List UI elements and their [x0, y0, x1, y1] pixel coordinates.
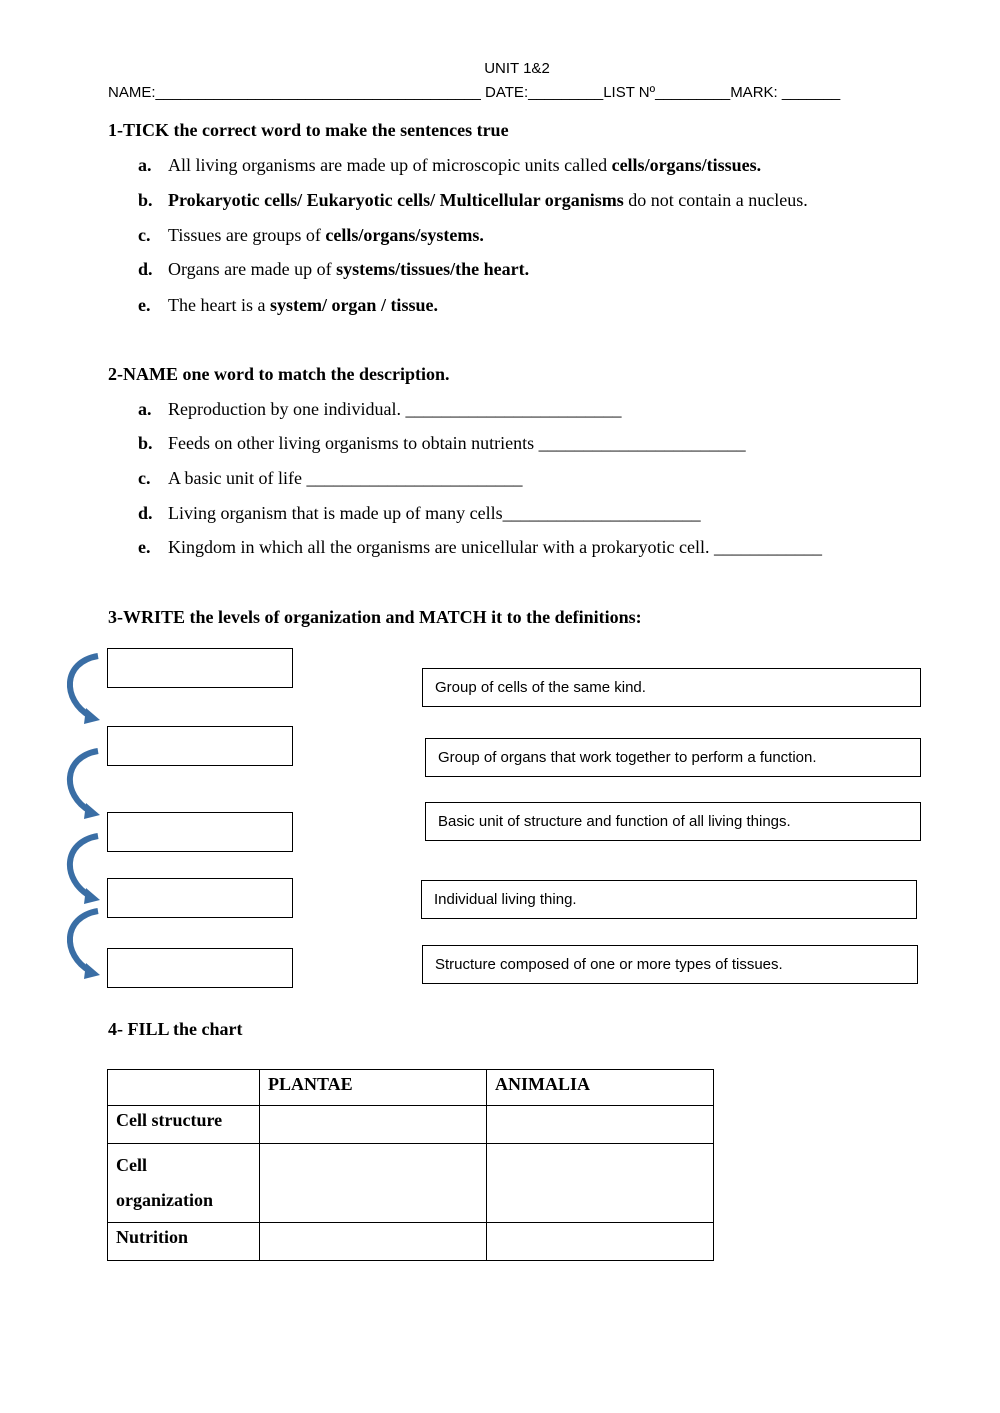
- q1-item-a: [138, 155, 761, 176]
- level-answer-box-3[interactable]: [107, 812, 293, 852]
- name-label: NAME:: [108, 84, 156, 101]
- q1-item-b: [138, 190, 808, 211]
- definition-box-4[interactable]: Individual living thing.: [421, 880, 917, 919]
- chart-cell-animalia[interactable]: [487, 1106, 714, 1144]
- worksheet-title: UNIT 1&2: [484, 60, 550, 77]
- date-label: DATE:: [485, 84, 529, 101]
- q1-item-e: [138, 295, 438, 316]
- level-answer-box-1[interactable]: [107, 648, 293, 688]
- chart-row-label: [108, 1144, 260, 1223]
- curved-arrow-icon: [60, 830, 110, 910]
- chart-cell-plantae[interactable]: [260, 1144, 487, 1223]
- header-fields: [108, 84, 840, 101]
- q1-letter: c.: [138, 225, 151, 245]
- chart-cell-plantae[interactable]: [260, 1106, 487, 1144]
- level-answer-box-5[interactable]: [107, 948, 293, 988]
- q1-item-d: [138, 259, 529, 280]
- q1-options[interactable]: systems/tissues/the heart.: [336, 259, 530, 279]
- level-answer-box-2[interactable]: [107, 726, 293, 766]
- name-blank[interactable]: _______________________________________: [155, 84, 481, 101]
- q2-item-e[interactable]: [138, 537, 822, 558]
- q2-item-d[interactable]: [138, 503, 701, 524]
- chart-cell-animalia[interactable]: [487, 1144, 714, 1223]
- q1-text: The heart is a: [168, 295, 270, 315]
- q1-text: do not contain a nucleus.: [623, 190, 808, 210]
- kingdom-chart: [107, 1069, 714, 1261]
- q2-text: Kingdom in which all the organisms are unicellular with a prokaryotic cell. ____________: [168, 537, 823, 557]
- q1-letter: d.: [138, 259, 153, 279]
- q2-letter: a.: [138, 399, 152, 419]
- date-blank[interactable]: _________: [528, 84, 604, 101]
- q1-text: Organs are made up of: [168, 259, 337, 279]
- mark-blank[interactable]: _______: [781, 84, 841, 101]
- q1-options[interactable]: Prokaryotic cells/ Eukaryotic cells/ Multicellular organisms: [168, 190, 624, 210]
- chart-row-label-line1: Cell: [116, 1155, 147, 1175]
- q2-letter: c.: [138, 468, 151, 488]
- chart-header-animalia: ANIMALIA: [487, 1070, 714, 1106]
- q1-text: Tissues are groups of: [168, 225, 326, 245]
- q1-letter: b.: [138, 190, 153, 210]
- q2-text: Feeds on other living organisms to obtain nutrients _______________________: [168, 433, 746, 453]
- list-blank[interactable]: _________: [655, 84, 731, 101]
- q2-text: Living organism that is made up of many cells______________________: [168, 503, 701, 523]
- q2-item-c[interactable]: [138, 468, 522, 489]
- q3-title: 3-WRITE the levels of organization and MATCH it to the definitions:: [108, 607, 642, 627]
- q4-title: 4- FILL the chart: [108, 1019, 243, 1039]
- chart-cell-plantae[interactable]: [260, 1223, 487, 1261]
- q2-title: 2-NAME one word to match the description.: [108, 364, 450, 384]
- chart-row-label-line2: organization: [116, 1190, 213, 1210]
- definition-box-5[interactable]: Structure composed of one or more types of tissues.: [422, 945, 918, 984]
- chart-header-plantae: PLANTAE: [260, 1070, 487, 1106]
- curved-arrow-icon: [60, 745, 110, 825]
- q2-item-a[interactable]: [138, 399, 621, 420]
- q2-text: A basic unit of life ________________________: [168, 468, 523, 488]
- curved-arrow-icon: [60, 905, 110, 985]
- q1-letter: e.: [138, 295, 151, 315]
- q1-item-c: [138, 225, 484, 246]
- q1-title: 1-TICK the correct word to make the sentences true: [108, 120, 509, 140]
- curved-arrow-icon: [60, 650, 110, 730]
- chart-header-empty: [108, 1070, 260, 1106]
- q1-text: All living organisms are made up of microscopic units called: [168, 155, 612, 175]
- definition-box-3[interactable]: Basic unit of structure and function of all living things.: [425, 802, 921, 841]
- q2-text: Reproduction by one individual. ________________________: [168, 399, 622, 419]
- list-label: LIST Nº: [603, 84, 656, 101]
- q2-item-b[interactable]: [138, 433, 746, 454]
- mark-label: MARK:: [730, 84, 778, 101]
- q2-letter: d.: [138, 503, 153, 523]
- chart-row-label: Cell structure: [108, 1106, 260, 1144]
- q1-options[interactable]: system/ organ / tissue.: [269, 295, 438, 315]
- chart-cell-animalia[interactable]: [487, 1223, 714, 1261]
- definition-box-2[interactable]: Group of organs that work together to perform a function.: [425, 738, 921, 777]
- q2-letter: e.: [138, 537, 151, 557]
- q2-letter: b.: [138, 433, 153, 453]
- q1-letter: a.: [138, 155, 152, 175]
- level-answer-box-4[interactable]: [107, 878, 293, 918]
- q1-options[interactable]: cells/organs/tissues.: [611, 155, 762, 175]
- q1-options[interactable]: cells/organs/systems.: [325, 225, 484, 245]
- chart-row-label: Nutrition: [108, 1223, 260, 1261]
- definition-box-1[interactable]: Group of cells of the same kind.: [422, 668, 921, 707]
